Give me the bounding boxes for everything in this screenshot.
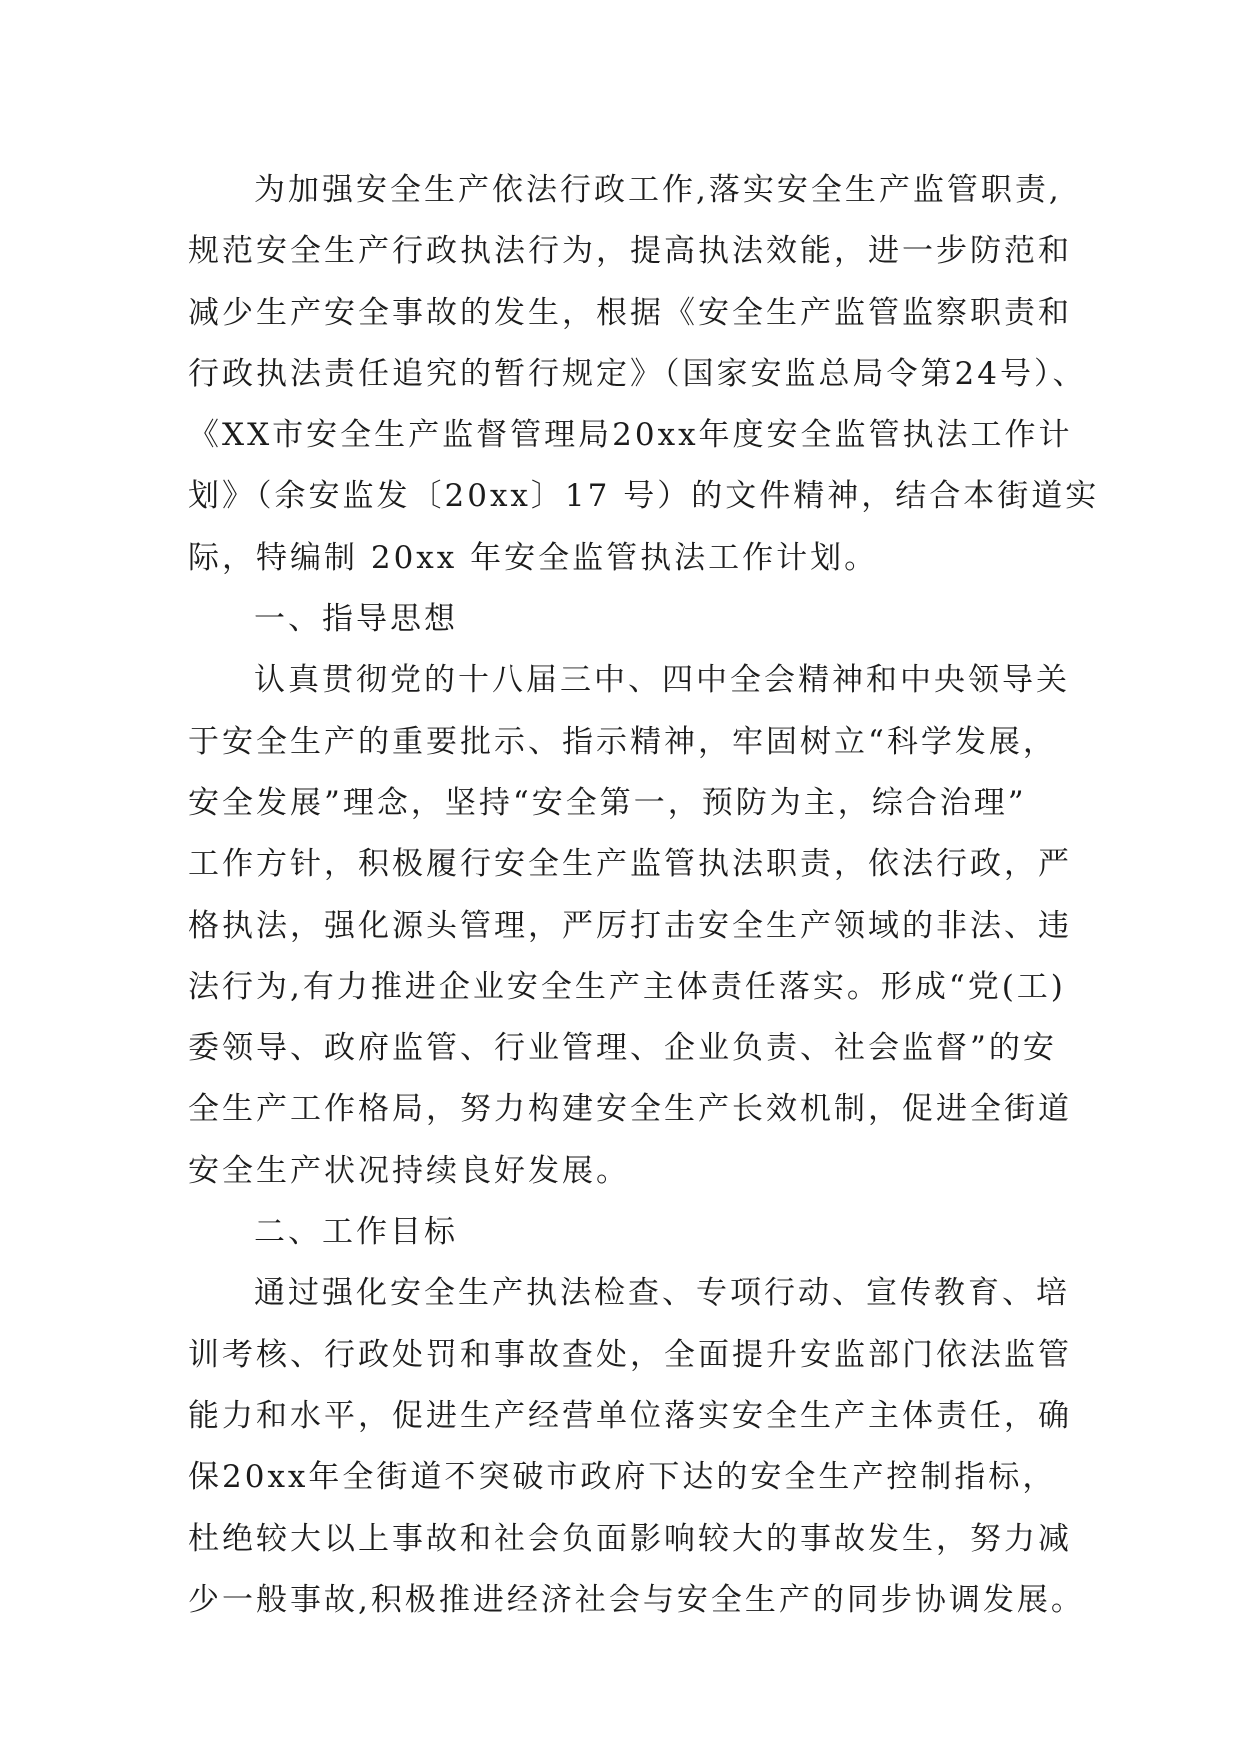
paragraph-intro-line-7: 际，特编制 20xx 年安全监管执法工作计划。 bbox=[188, 539, 879, 576]
paragraph-intro-line-3: 减少生产安全事故的发生，根据《安全生产监管监察职责和 bbox=[188, 294, 1072, 331]
paragraph-guiding-line-8: 全生产工作格局，努力构建安全生产长效机制，促进全街道 bbox=[188, 1091, 1072, 1128]
paragraph-guiding-line-9: 安全生产状况持续良好发展。 bbox=[188, 1152, 630, 1189]
paragraph-intro-line-1: 为加强安全生产依法行政工作,落实安全生产监管职责, bbox=[254, 172, 1062, 208]
paragraph-guiding-line-4: 工作方针，积极履行安全生产监管执法职责，依法行政，严 bbox=[188, 846, 1072, 883]
paragraph-goals-line-3: 能力和水平，促进生产经营单位落实安全生产主体责任，确 bbox=[188, 1397, 1072, 1434]
paragraph-intro-line-4: 行政执法责任追究的暂行规定》（国家安监总局令第24号）、 bbox=[188, 355, 1087, 392]
paragraph-goals-line-4: 保20xx年全街道不突破市政府下达的安全生产控制指标， bbox=[188, 1459, 1057, 1496]
document-body bbox=[188, 160, 1100, 1631]
paragraph-goals-line-5: 杜绝较大以上事故和社会负面影响较大的事故发生，努力减 bbox=[188, 1520, 1072, 1557]
paragraph-guiding-line-7: 委领导、政府监管、行业管理、企业负责、社会监督”的安 bbox=[188, 1030, 1057, 1067]
paragraph-guiding-line-3: 安全发展”理念，坚持“安全第一，预防为主，综合治理” bbox=[188, 784, 1027, 821]
paragraph-intro-line-5: 《XX市安全生产监督管理局20xx年度安全监管执法工作计 bbox=[188, 417, 1073, 454]
paragraph-guiding-line-5: 格执法，强化源头管理，严厉打击安全生产领域的非法、违 bbox=[188, 907, 1072, 944]
paragraph-goals-line-6: 少一般事故,积极推进经济社会与安全生产的同步协调发展。 bbox=[188, 1581, 1085, 1618]
paragraph-guiding-line-1: 认真贯彻党的十八届三中、四中全会精神和中央领导关 bbox=[254, 662, 1070, 699]
paragraph-goals-line-1: 通过强化安全生产执法检查、专项行动、宣传教育、培 bbox=[254, 1275, 1070, 1312]
paragraph-intro-line-6: 划》（余安监发〔20xx〕17 号）的文件精神，结合本街道实 bbox=[188, 478, 1100, 515]
paragraph-intro-line-2: 规范安全生产行政执法行为，提高执法效能，进一步防范和 bbox=[188, 233, 1072, 270]
section-heading-guiding-thought: 一、指导思想 bbox=[254, 601, 458, 638]
section-heading-work-goals: 二、工作目标 bbox=[254, 1214, 458, 1251]
paragraph-guiding-line-2: 于安全生产的重要批示、指示精神，牢固树立“科学发展， bbox=[188, 723, 1057, 760]
paragraph-guiding-line-6: 法行为,有力推进企业安全生产主体责任落实。形成“党(工) bbox=[188, 968, 1066, 1005]
paragraph-goals-line-2: 训考核、行政处罚和事故查处，全面提升安监部门依法监管 bbox=[188, 1336, 1072, 1373]
